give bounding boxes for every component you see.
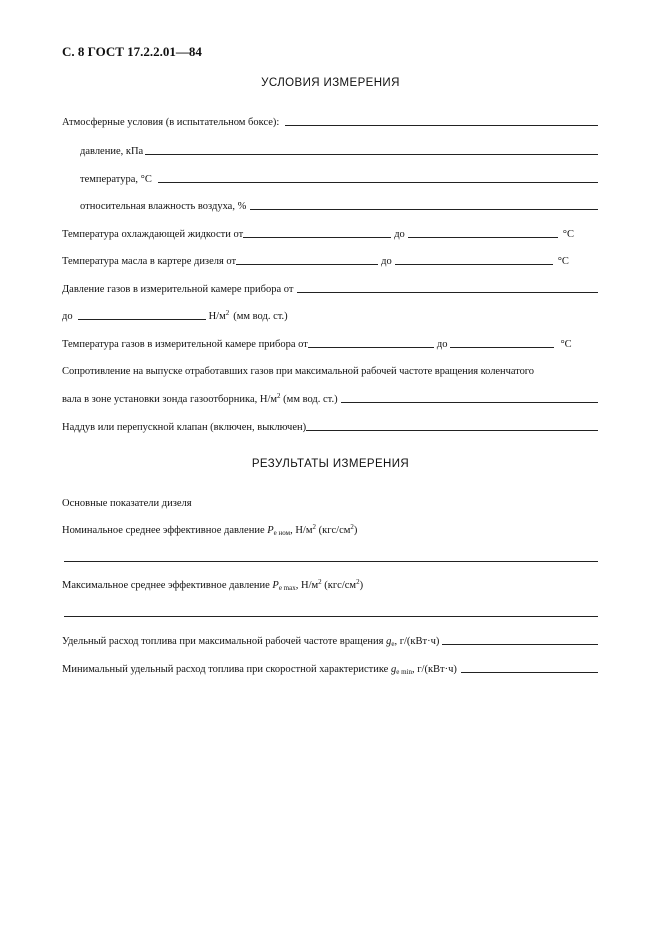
gas-pressure-to-row: [62, 309, 362, 322]
max-pressure-field[interactable]: [64, 616, 598, 617]
conditions-title: УСЛОВИЯ ИЗМЕРЕНИЯ: [261, 77, 400, 89]
coolant-to-field[interactable]: [408, 236, 558, 238]
nominal-pressure-label: Номинальное среднее эффективное давление $P_{e ном}$, $Н/м^2$ $(кгс/см^2)$: [62, 523, 358, 537]
humidity-label: относительная влажность воздуха, %: [80, 201, 247, 212]
oil-to-label: до: [381, 256, 392, 267]
gas-temp-to-label: до: [436, 339, 448, 350]
min-consumption-field[interactable]: [461, 671, 598, 673]
coolant-from-field[interactable]: [243, 236, 391, 238]
temperature-field[interactable]: [158, 181, 598, 183]
results-title: РЕЗУЛЬТАТЫ ИЗМЕРЕНИЯ: [251, 458, 410, 470]
max-pressure-row: [62, 578, 598, 591]
oil-unit: °С: [557, 256, 569, 267]
humidity-field[interactable]: [250, 208, 598, 210]
humidity-row: [80, 199, 598, 212]
oil-from-field[interactable]: [236, 263, 378, 265]
gas-temp-to-field[interactable]: [450, 346, 554, 348]
oil-row: [62, 254, 602, 267]
min-consumption-label: Минимальный удельный расход топлива при скоростной характеристике $g_{e min}$, г/(кВт·ч): [62, 664, 457, 676]
specific-consumption-label: Удельный расход топлива при максимальной рабочей частоте вращения $g_e$, г/(кВт·ч): [62, 636, 440, 648]
gas-pressure-label: Давление газов в измерительной камере прибора от: [62, 284, 294, 295]
coolant-to-label: до: [394, 229, 405, 240]
specific-consumption-row: [62, 634, 598, 647]
coolant-label: Температура охлаждающей жидкости от: [62, 229, 244, 240]
atmosphere-row: [62, 115, 598, 128]
atmosphere-field[interactable]: [285, 124, 598, 126]
temperature-row: [80, 172, 598, 185]
gas-pressure-to-label: до: [62, 311, 73, 322]
supercharge-row: [62, 420, 598, 433]
max-pressure-label: Максимальное среднее эффективное давление $P_{e max}$, $Н/м^2$ $(кгс/см^2)$: [62, 578, 364, 592]
nominal-pressure-field[interactable]: [64, 561, 598, 562]
gas-temp-row: [62, 337, 602, 350]
coolant-row: [62, 227, 602, 240]
resistance-row-1: [62, 364, 598, 377]
gas-pressure-to-field[interactable]: [78, 318, 206, 320]
gas-pressure-row: [62, 282, 598, 295]
pressure-field[interactable]: [145, 153, 598, 155]
resistance-label-2: вала в зоне установки зонда газоотборника, $Н/м^2$ (мм вод. ст.): [62, 392, 338, 405]
pressure-row: [80, 144, 598, 157]
gas-pressure-alt-unit: (мм вод. ст.): [233, 311, 288, 322]
supercharge-label: Наддув или перепускной клапан (включен, выключен): [62, 422, 307, 433]
atmosphere-label: Атмосферные условия (в испытательном боксе):: [62, 117, 280, 128]
page-header: С. 8 ГОСТ 17.2.2.01—84: [62, 44, 202, 59]
resistance-row-2: [62, 392, 598, 405]
main-indicators-row: [62, 496, 598, 509]
gas-temp-label: Температура газов в измерительной камере прибора от: [62, 339, 308, 350]
supercharge-field[interactable]: [306, 429, 598, 431]
gas-temp-from-field[interactable]: [308, 346, 434, 348]
oil-label: Температура масла в картере дизеля от: [62, 256, 237, 267]
pressure-label: давление, кПа: [80, 146, 144, 157]
main-indicators-label: Основные показатели дизеля: [62, 498, 192, 509]
specific-consumption-field[interactable]: [442, 643, 598, 645]
resistance-field[interactable]: [341, 401, 598, 403]
oil-to-field[interactable]: [395, 263, 553, 265]
temperature-label: температура, °С: [80, 174, 152, 185]
resistance-label-1: Сопротивление на выпуске отработавших газов при максимальной рабочей частоте вращения коленчатого: [62, 366, 534, 377]
min-consumption-row: [62, 662, 598, 675]
nominal-pressure-row: [62, 523, 598, 536]
coolant-unit: °С: [562, 229, 574, 240]
gas-pressure-from-field[interactable]: [297, 291, 598, 293]
gas-pressure-unit: $Н/м^2$: [208, 309, 230, 322]
gas-temp-unit: °С: [560, 339, 572, 350]
